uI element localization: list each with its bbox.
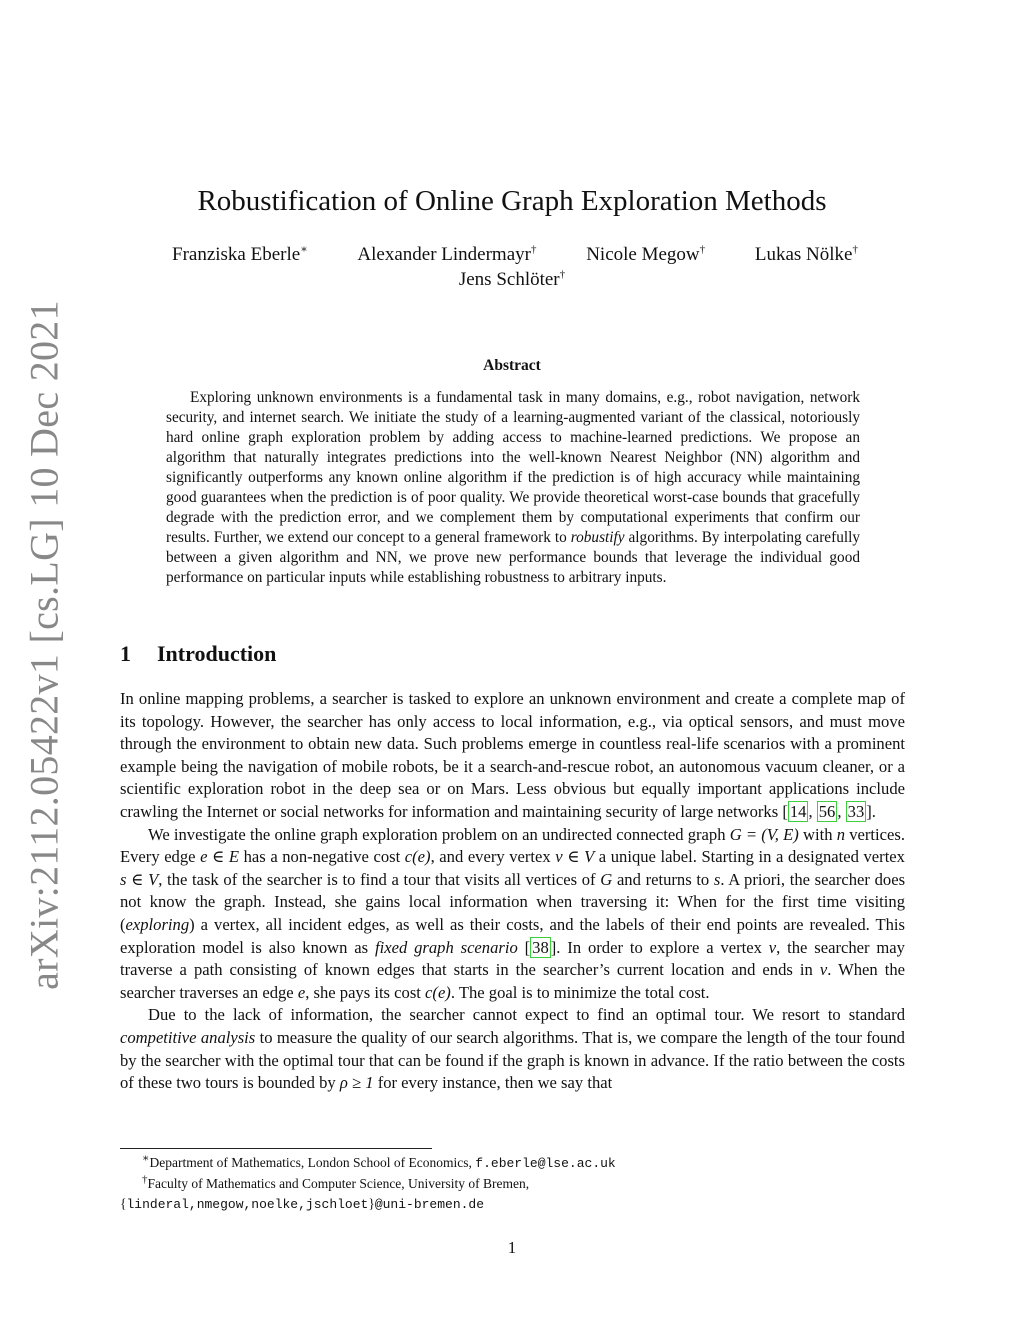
paragraph: In online mapping problems, a searcher is tasked to explore an unknown environment and create a complete map of its topology. However, the searcher has only access to local information, e.g., via optical sensors, and must move through the environment to obtain new data. Such problems emerge in countless real-life scenarios with a prominent example being the navigation of mobile robots, be it a search-and-rescue robot, an autonomous vacuum cleaner, or a scientific exploration robot in the deep sea or on Mars. Less obvious but equally important applications include crawling the Internet or social networks for information and maintaining security of large networks [ 14 , 56 , 33 ].	[120, 689, 905, 821]
arxiv-identifier: arXiv:2112.05422v1 [cs.LG] 10 Dec 2021	[21, 300, 67, 990]
author-list	[120, 244, 904, 291]
abstract-body: Exploring unknown environments is a fundamental task in many domains, e.g., robot navigation, network security, and internet search. We initiate the study of a learning-augmented variant of the classical, notoriously hard online graph exploration problem by adding access to machine-learned predictions. We propose an algorithm that naturally integrates predictions into the well-known Nearest Neighbor (NN) algorithm and significantly outperforms any known online algorithm if the prediction is of high accuracy while maintaining good guarantees when the prediction is of poor quality. We provide theoretical worst-case bounds that gracefully degrade with the prediction error, and we complement them by computational experiments that confirm our results. Further, we extend our concept to a general framework to robustify algorithms. By interpolating carefully between a given algorithm and NN, we prove new performance bounds that leverage the individual good performance on particular inputs while establishing robustness to arbitrary inputs.	[166, 389, 860, 586]
section-heading	[120, 641, 276, 667]
footnote: ∗Department of Mathematics, London School of Economics, f.eberle@lse.ac.uk	[142, 1152, 616, 1171]
citation-link[interactable]: 14	[789, 801, 807, 821]
paragraph: Due to the lack of information, the searcher cannot expect to find an optimal tour. We resort to standard competitive analysis to measure the quality of our search algorithms. That is, we compare the length of the tour found by the searcher with the optimal tour that can be found if the graph is known in advance. If the ratio between the costs of these two tours is bounded by ρ ≥ 1 for every instance, then we say that	[120, 1005, 905, 1093]
author: Jens Schlöter†	[458, 268, 566, 290]
section-number: 1	[120, 641, 131, 666]
email-link[interactable]: f.eberle@lse.ac.uk	[475, 1156, 616, 1171]
paragraph: We investigate the online graph exploration problem on an undirected connected graph G = (V, E) with n vertices. Every edge e ∈ E has a non-negative cost c(e), and every vertex v ∈ V a unique label. Starting in a designated vertex s ∈ V, the task of the searcher is to find a tour that visits all vertices of G and returns to s. A priori, the searcher does not know the graph. Instead, she gains local information when traversing it: When for the first time visiting (exploring) a vertex, all incident edges, as well as their costs, and the labels of their end points are revealed. This exploration model is also known as fixed graph scenario [ 38 ]. In order to explore a vertex v, the searcher may traverse a path consisting of known edges that starts in the searcher’s current location and ends in v. When the searcher traverses an edge e, she pays its cost c(e). The goal is to minimize the total cost.	[120, 824, 906, 1002]
author: Franziska Eberle∗	[172, 243, 308, 265]
citation-link[interactable]: 33	[847, 801, 865, 821]
footnote: †Faculty of Mathematics and Computer Science, University of Bremen,	[142, 1173, 530, 1191]
author: Alexander Lindermayr†	[357, 243, 537, 265]
footnote-rule	[120, 1148, 432, 1149]
footnote-email[interactable]: {linderal,nmegow,noelke,jschloet}@uni-bremen.de	[120, 1196, 485, 1212]
paper-title: Robustification of Online Graph Exploration Methods	[197, 185, 827, 217]
citation-link[interactable]: 38	[532, 937, 549, 957]
footnotes	[120, 1153, 905, 1215]
page-number: 1	[507, 1238, 517, 1257]
author: Nicole Megow†	[586, 243, 706, 265]
citation-link[interactable]: 56	[818, 801, 836, 821]
abstract-heading: Abstract	[483, 357, 541, 374]
section-title: Introduction	[157, 641, 277, 666]
author: Lukas Nölke†	[754, 243, 858, 265]
introduction-body	[120, 688, 905, 1095]
